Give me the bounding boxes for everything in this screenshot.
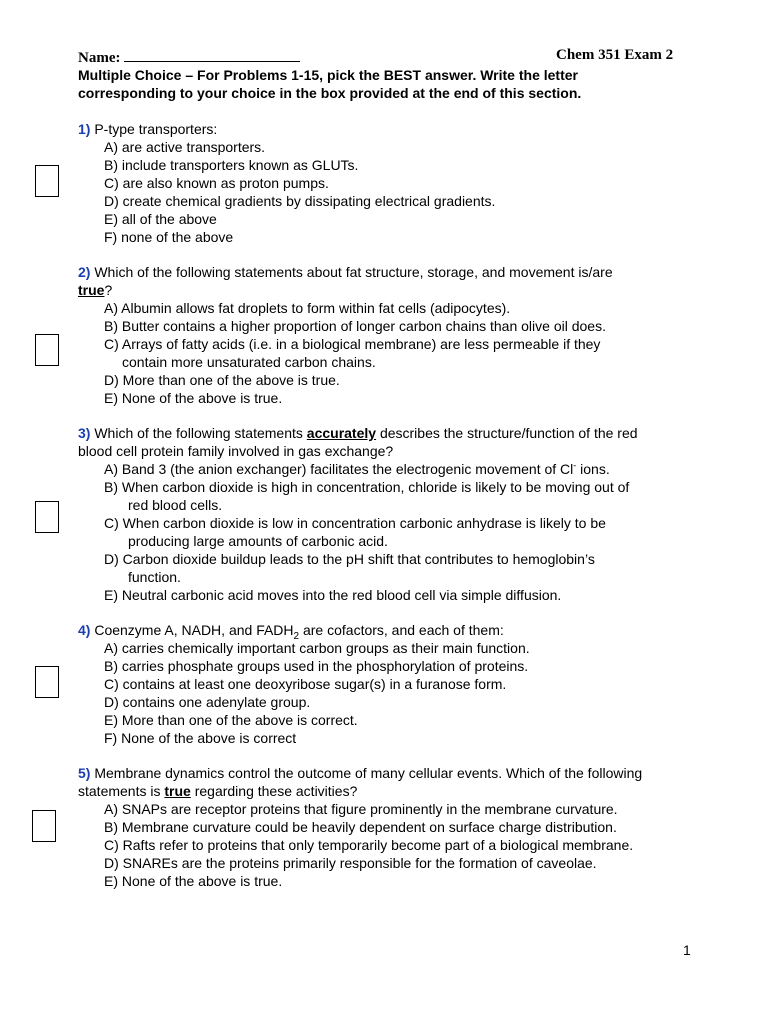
q3-option-c: C) When carbon dioxide is low in concentration carbonic anhydrase is likely to be — [104, 515, 606, 531]
q2-option-e: E) None of the above is true. — [104, 390, 283, 406]
q2-option-c: C) Arrays of fatty acids (i.e. in a biological membrane) are less permeable if they — [104, 336, 601, 352]
q2-stem-line-2 — [78, 281, 112, 299]
q3-option-a-superscript: - — [573, 460, 577, 471]
q5-option-a: A) SNAPs are receptor proteins that figure prominently in the membrane curvature. — [104, 801, 618, 817]
q5-stem-2-pre: statements is — [78, 783, 165, 799]
q3-option-b-cont: red blood cells. — [128, 497, 223, 513]
page-number: 1 — [683, 942, 691, 958]
q3-stem — [78, 424, 638, 442]
q4-stem-post: are cofactors, and each of them: — [299, 622, 504, 638]
q5-option-b: B) Membrane curvature could be heavily dependent on surface charge distribution. — [104, 819, 617, 835]
q1-option-e: E) all of the above — [104, 211, 217, 227]
q1-option-d: D) create chemical gradients by dissipating electrical gradients. — [104, 193, 496, 209]
q5-stem-2-post: regarding these activities? — [190, 783, 358, 799]
q3-option-a-end: ions. — [576, 461, 610, 477]
q5-number: 5) — [78, 765, 91, 781]
instructions-line-2: corresponding to your choice in the box provided at the end of this section. — [78, 85, 582, 101]
q3-stem-line-2: blood cell protein family involved in gas exchange? — [78, 443, 394, 459]
q5-option-d: D) SNAREs are the proteins primarily responsible for the formation of caveolae. — [104, 855, 597, 871]
q2-stem-end: ? — [104, 282, 113, 298]
q5-stem-line-2 — [78, 782, 357, 800]
q2-number: 2) — [78, 264, 91, 280]
q4-option-b: B) carries phosphate groups used in the phosphorylation of proteins. — [104, 658, 529, 674]
q3-option-d: D) Carbon dioxide buildup leads to the pH shift that contributes to hemoglobin’s — [104, 551, 595, 567]
q2-option-c-cont: contain more unsaturated carbon chains. — [122, 354, 376, 370]
q2-emphasis: true — [78, 282, 105, 298]
q4-stem — [78, 621, 504, 642]
q5-stem-text: Membrane dynamics control the outcome of many cellular events. Which of the following — [90, 765, 643, 781]
q5-emphasis: true — [164, 783, 191, 799]
q1-option-c: C) are also known as proton pumps. — [104, 175, 329, 191]
q4-stem-subscript: 2 — [293, 630, 300, 642]
q2-stem-text: Which of the following statements about fat structure, storage, and movement is/are — [90, 264, 613, 280]
name-label — [78, 47, 300, 67]
q1-option-a: A) are active transporters. — [104, 139, 266, 155]
name-blank-line[interactable] — [124, 47, 300, 62]
q3-stem-a: Which of the following statements — [90, 425, 307, 441]
q5-answer-box[interactable] — [32, 810, 56, 842]
q5-option-e: E) None of the above is true. — [104, 873, 283, 889]
q3-emphasis: accurately — [306, 425, 377, 441]
q4-option-e: E) More than one of the above is correct. — [104, 712, 358, 728]
q3-option-c-cont: producing large amounts of carbonic acid. — [128, 533, 388, 549]
q2-answer-box[interactable] — [35, 334, 59, 366]
q5-option-c: C) Rafts refer to proteins that only temporarily become part of a biological membrane. — [104, 837, 634, 853]
q2-option-d: D) More than one of the above is true. — [104, 372, 340, 388]
q3-option-d-cont: function. — [128, 569, 181, 585]
q2-option-b: B) Butter contains a higher proportion of longer carbon chains than olive oil does. — [104, 318, 606, 334]
q1-stem-text: P-type transporters: — [90, 121, 218, 137]
q4-answer-box[interactable] — [35, 666, 59, 698]
q1-option-b: B) include transporters known as GLUTs. — [104, 157, 359, 173]
q1-number: 1) — [78, 121, 91, 137]
q5-stem — [78, 764, 642, 782]
q1-stem — [78, 120, 217, 138]
q4-number: 4) — [78, 622, 91, 638]
q4-stem-pre: Coenzyme A, NADH, and FADH — [90, 622, 294, 638]
q4-option-a: A) carries chemically important carbon groups as their main function. — [104, 640, 530, 656]
q3-option-e: E) Neutral carbonic acid moves into the red blood cell via simple diffusion. — [104, 587, 562, 603]
q4-option-c: C) contains at least one deoxyribose sugar(s) in a furanose form. — [104, 676, 507, 692]
q1-answer-box[interactable] — [35, 165, 59, 197]
q2-stem — [78, 263, 613, 281]
q4-option-f: F) None of the above is correct — [104, 730, 297, 746]
q4-option-d: D) contains one adenylate group. — [104, 694, 311, 710]
q3-option-b: B) When carbon dioxide is high in concentration, chloride is likely to be moving out of — [104, 479, 630, 495]
q2-option-a: A) Albumin allows fat droplets to form within fat cells (adipocytes). — [104, 300, 511, 316]
course-title: Chem 351 Exam 2 — [556, 47, 674, 63]
q3-answer-box[interactable] — [35, 501, 59, 533]
q3-option-a-text: A) Band 3 (the anion exchanger) facilitates the electrogenic movement of Cl — [104, 461, 574, 477]
q3-option-a — [104, 460, 610, 478]
q3-stem-b: describes the structure/function of the red — [376, 425, 638, 441]
q1-option-f: F) none of the above — [104, 229, 234, 245]
q3-number: 3) — [78, 425, 91, 441]
name-label-text: Name: — [78, 50, 121, 66]
instructions-line-1: Multiple Choice – For Problems 1-15, pick the BEST answer. Write the letter — [78, 67, 578, 83]
